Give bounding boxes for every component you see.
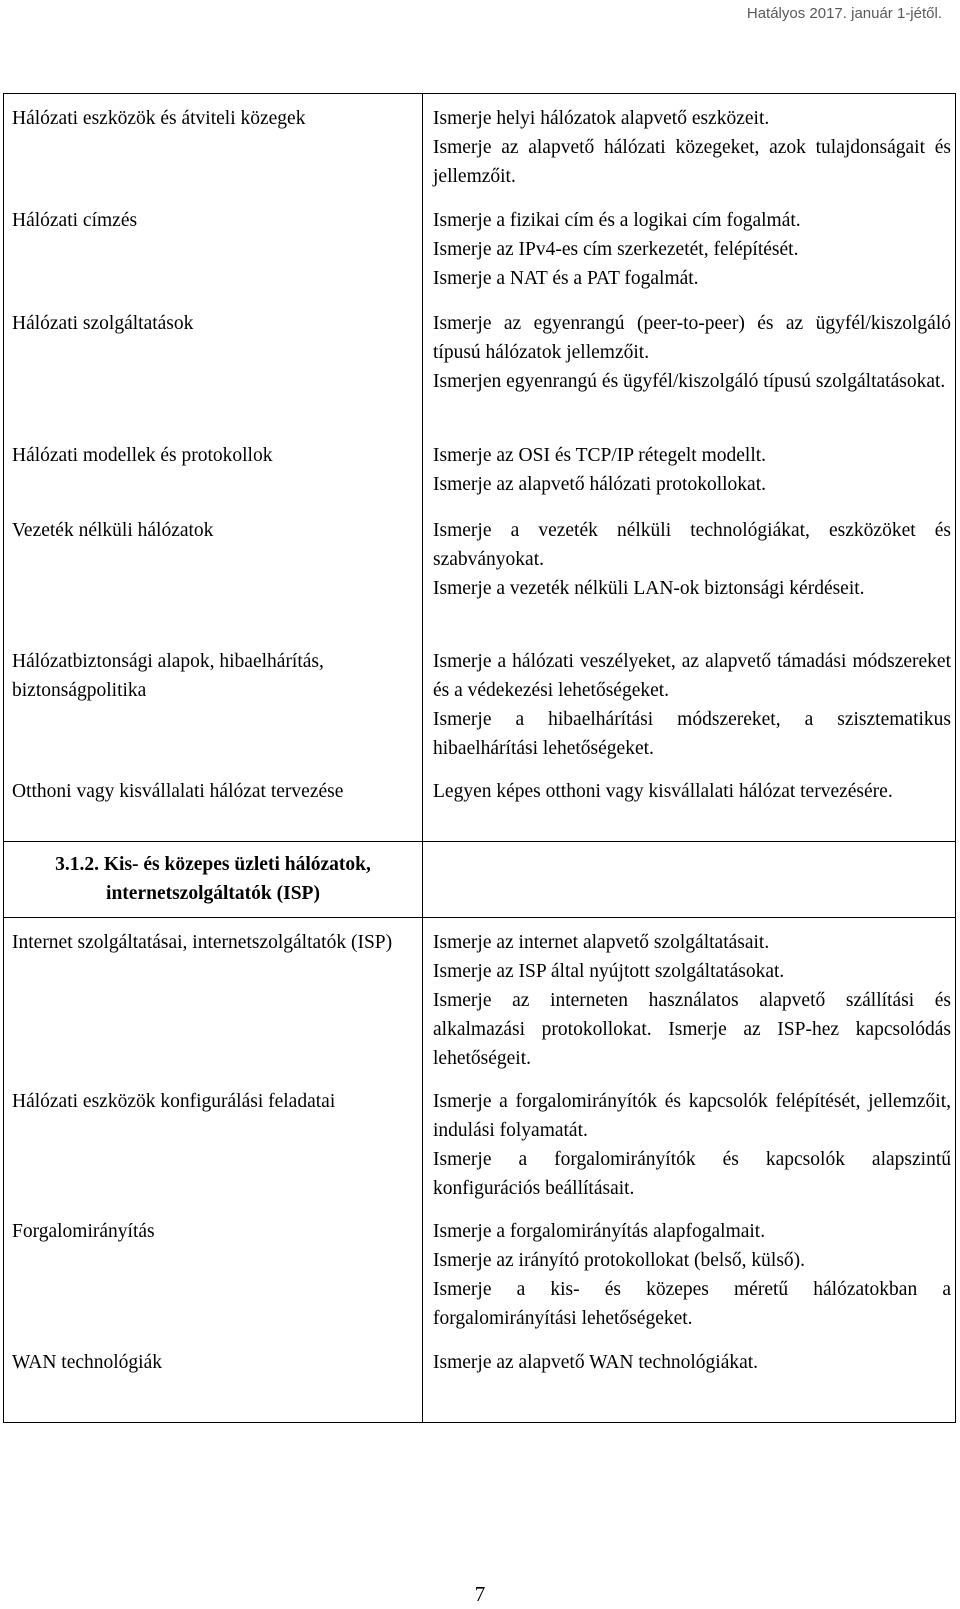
requirement-line: Ismerje az interneten használatos alapvető szállítási és alkalmazási protokollokat. Ismerje az ISP-hez kapcsolódás lehetőségeit. <box>433 990 951 1069</box>
requirements-cell <box>433 441 951 499</box>
requirement-line: Ismerje az IPv4-es cím szerkezetét, felépítését. <box>433 239 799 260</box>
requirement-line: Ismerje a fizikai cím és a logikai cím fogalmát. <box>433 210 801 231</box>
topic-cell: Hálózatbiztonsági alapok, hibaelhárítás, biztonságpolitika <box>12 651 324 701</box>
requirement-line: Ismerje a NAT és a PAT fogalmát. <box>433 268 699 289</box>
requirement-line: Ismerje az ISP által nyújtott szolgáltatásokat. <box>433 961 785 982</box>
topic-cell: Hálózati címzés <box>12 210 138 231</box>
requirement-line: Ismerje az egyenrangú (peer-to-peer) és az ügyfél/kiszolgáló típusú hálózatok jellemzőit. <box>433 313 951 363</box>
topic-cell: Internet szolgáltatásai, internetszolgáltatók (ISP) <box>12 932 393 953</box>
requirements-cell <box>433 928 951 1073</box>
column-divider <box>422 94 423 1422</box>
topic-cell: Hálózati szolgáltatások <box>12 313 194 334</box>
effective-date-note: Hatályos 2017. január 1-jétől. <box>746 5 942 22</box>
topic-cell: Vezeték nélküli hálózatok <box>12 520 214 541</box>
requirement-line: Ismerje a vezeték nélküli technológiákat, eszközöket és szabványokat. <box>433 520 951 570</box>
requirement-line: Ismerje helyi hálózatok alapvető eszközeit. <box>433 108 770 129</box>
requirements-cell <box>433 206 951 293</box>
requirement-line: Legyen képes otthoni vagy kisvállalati hálózat tervezésére. <box>433 781 893 802</box>
requirements-cell <box>433 647 951 763</box>
requirement-line: Ismerje az alapvető WAN technológiákat. <box>433 1352 759 1373</box>
topic-cell: Hálózati eszközök konfigurálási feladatai <box>12 1091 336 1112</box>
requirement-line: Ismerjen egyenrangú és ügyfél/kiszolgáló típusú szolgáltatásokat. <box>433 371 946 392</box>
requirements-cell <box>433 309 951 396</box>
requirements-cell <box>433 1217 951 1333</box>
curriculum-table <box>3 93 956 1423</box>
topic-cell: WAN technológiák <box>12 1352 163 1373</box>
topic-cell: Hálózati modellek és protokollok <box>12 445 273 466</box>
requirement-line: Ismerje az OSI és TCP/IP rétegelt modellt. <box>433 445 767 466</box>
requirement-line: Ismerje a forgalomirányítók és kapcsolók felépítését, jellemzőit, indulási folyamatát. <box>433 1091 951 1141</box>
requirements-cell <box>433 1348 951 1377</box>
requirement-line: Ismerje a hálózati veszélyeket, az alapvető támadási módszereket és a védekezési lehetőségeket. <box>433 651 951 701</box>
page-number: 7 <box>474 1582 486 1606</box>
topic-cell: Otthoni vagy kisvállalati hálózat tervezése <box>12 781 344 802</box>
requirements-cell <box>433 104 951 191</box>
requirement-line: Ismerje az internet alapvető szolgáltatásait. <box>433 932 770 953</box>
requirement-line: Ismerje a forgalomirányítás alapfogalmait. <box>433 1221 766 1242</box>
section-heading: 3.1.2. Kis- és közepes üzleti hálózatok, internetszolgáltatók (ISP) <box>55 854 371 904</box>
requirement-line: Ismerje a forgalomirányítók és kapcsolók alapszintű konfigurációs beállításait. <box>433 1149 951 1199</box>
requirements-cell <box>433 1087 951 1203</box>
requirement-line: Ismerje a kis- és közepes méretű hálózatokban a forgalomirányítási lehetőségeket. <box>433 1279 951 1329</box>
requirement-line: Ismerje az irányító protokollokat (belső, külső). <box>433 1250 806 1271</box>
requirement-line: Ismerje a vezeték nélküli LAN-ok biztonsági kérdéseit. <box>433 578 865 599</box>
section-divider-top <box>4 841 955 842</box>
section-divider-bottom <box>4 917 955 918</box>
requirements-cell <box>433 516 951 603</box>
requirements-cell <box>433 777 951 806</box>
requirement-line: Ismerje az alapvető hálózati protokollokat. <box>433 474 766 495</box>
requirement-line: Ismerje a hibaelhárítási módszereket, a szisztematikus hibaelhárítási lehetőségeket. <box>433 709 951 759</box>
requirement-line: Ismerje az alapvető hálózati közegeket, azok tulajdonságait és jellemzőit. <box>433 137 951 187</box>
topic-cell: Hálózati eszközök és átviteli közegek <box>12 108 306 129</box>
topic-cell: Forgalomirányítás <box>12 1221 155 1242</box>
